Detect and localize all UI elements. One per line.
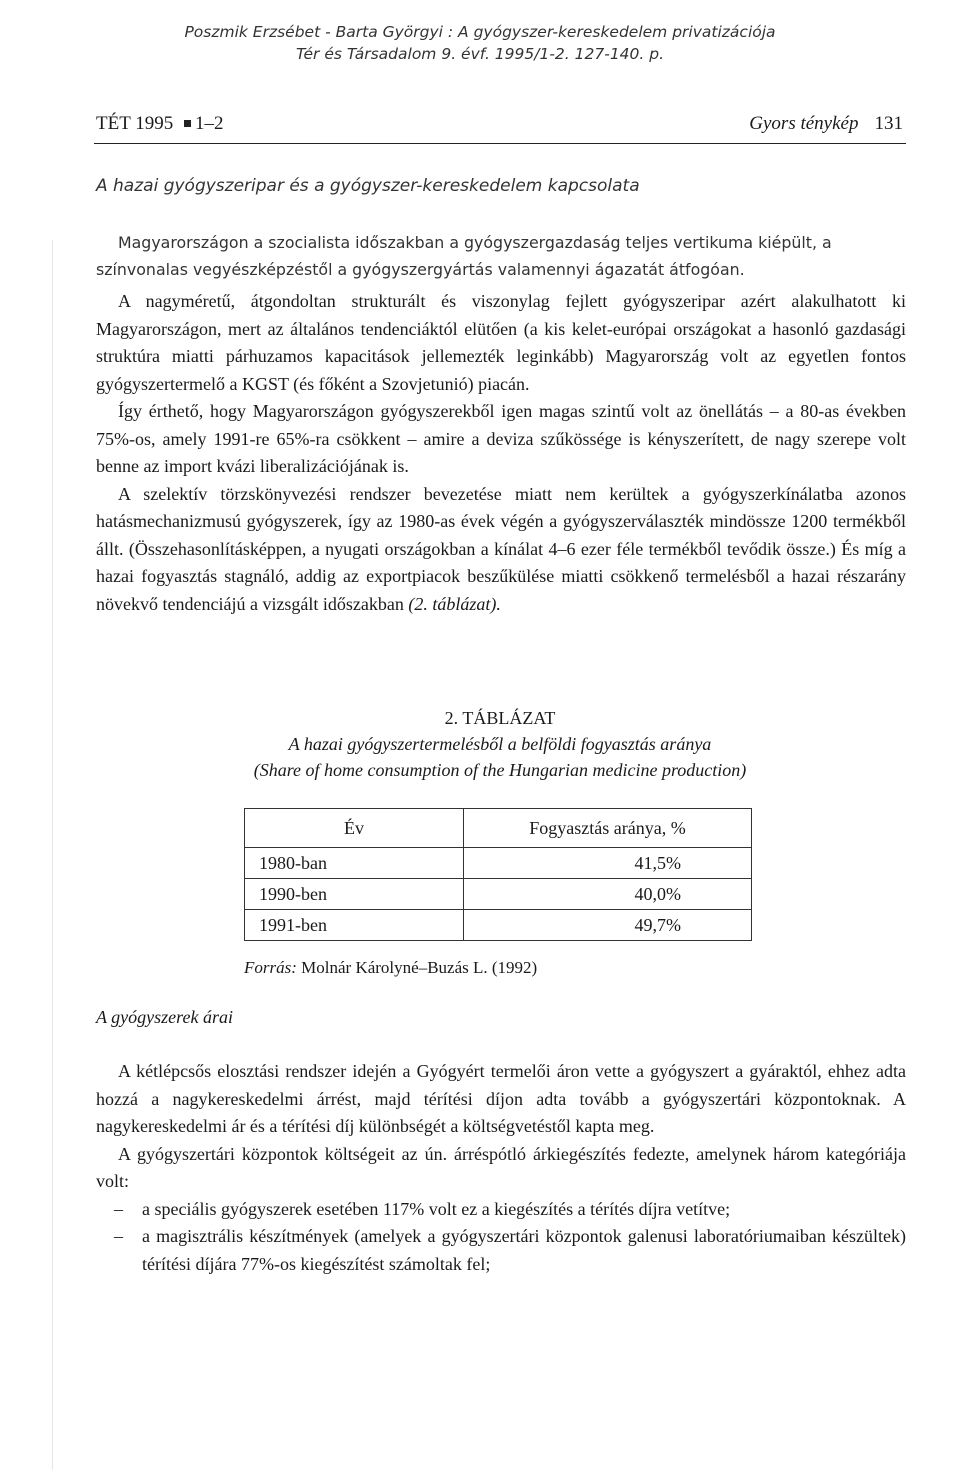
list-item <box>96 1196 906 1224</box>
list-item-text: a speciális gyógyszerek esetében 117% volt ez a kiegészítés a térítés díjra vetítve; <box>142 1198 731 1219</box>
year-cell: 1980-ban <box>245 848 464 879</box>
share-cell: 40,0% <box>464 879 752 910</box>
citation-line-2: Tér és Társadalom 9. évf. 1995/1-2. 127-140. p. <box>295 45 665 63</box>
year-cell: 1991-ben <box>245 910 464 941</box>
running-header-journal <box>96 113 223 135</box>
table-reference: (2. táblázat). <box>408 593 501 614</box>
source-text: Molnár Károlyné–Buzás L. (1992) <box>301 958 538 977</box>
table-title-hu: A hazai gyógyszertermelésből a belföldi fogyasztás aránya <box>288 734 712 754</box>
year-cell: 1990-ben <box>245 879 464 910</box>
section-heading-2: A gyógyszerek árai <box>96 1007 233 1027</box>
paragraph: A nagyméretű, átgondoltan strukturált és viszonylag fejlett gyógyszeripar azért alakulhatott ki Magyarországon, mert az általános tendenciáktól elütően (a kis kelet-európai országokat a hasonló gazdasági struktúra miatti párhuzamos kapacitások jellemezték leginkább) Magyarország volt az egyetlen fontos gyógyszertermelő a KGST (és főként a Szovjetunió) piacán. <box>96 291 906 394</box>
dash-mark: – <box>114 1226 123 1246</box>
table-label: 2. TÁBLÁZAT <box>444 708 556 728</box>
surcharge-list <box>96 1196 906 1279</box>
page-margin-line <box>52 240 53 1470</box>
dash-mark: – <box>114 1198 123 1219</box>
running-header-right <box>749 113 903 135</box>
share-cell: 49,7% <box>464 910 752 941</box>
source-label: Forrás: <box>244 958 297 977</box>
section-heading-1: A hazai gyógyszeripar és a gyógyszer-kereskedelem kapcsolata <box>96 176 640 196</box>
column-header-year: Év <box>245 809 464 848</box>
intro-paragraph: Magyarországon a szocialista időszakban a gyógyszergazdaság teljes vertikuma kiépült, a színvonalas vegyészképzéstől a gyógyszergyártás valamennyi ágazatát átfogóan. <box>96 233 832 279</box>
table-header-row <box>245 809 752 848</box>
column-header-share: Fogyasztás aránya, % <box>464 809 752 848</box>
section2-body <box>96 1058 906 1278</box>
table-source <box>244 958 537 978</box>
consumption-table <box>244 808 752 941</box>
table-row <box>245 848 752 879</box>
page-number: 131 <box>874 113 903 134</box>
share-cell: 41,5% <box>464 848 752 879</box>
header-rule <box>94 143 906 144</box>
paragraph <box>96 481 906 619</box>
table-row <box>245 879 752 910</box>
table-row <box>245 910 752 941</box>
issue-number: 1–2 <box>194 113 224 134</box>
list-item-text: a magisztrális készítmények (amelyek a gyógyszertári központok galenusi laboratóriumaiban készültek) térítési díjára 77%-os kiegészítést számoltak fel; <box>142 1226 906 1274</box>
section1-body <box>96 288 906 618</box>
paragraph-text: A szelektív törzskönyvezési rendszer bevezetése miatt nem kerültek a gyógyszerkínálatba azonos hatásmechanizmusú gyógyszerek, így az 1980-as évek végén a gyógyszerválaszték mindössze 1200 termékből állt. (Összehasonlításképpen, a nyugati országokban a kínálat 4–6 ezer féle termékből tevődik össze.) És míg a hazai fogyasztás stagnáló, addig az exportpiacok beszűkülése miatti csökkenő termelésből a hazai részarány növekvő tendenciájú a vizsgált időszakban <box>96 483 906 614</box>
journal-name: TÉT 1995 <box>96 113 174 134</box>
section-name: Gyors ténykép <box>749 113 859 134</box>
citation-line-1: Poszmik Erzsébet - Barta Györgyi : A gyógyszer-kereskedelem privatizációja <box>184 23 776 41</box>
paragraph: A kétlépcsős elosztási rendszer idején a Gyógyért termelői áron vette a gyógyszert a gyáraktól, ehhez adta hozzá a nagykereskedelmi árrést, majd térítési díjon adta tovább a gyógyszertári központoknak. A nagykereskedelmi ár és a térítési díj különbségét a költségvetéstől kapta meg. <box>96 1061 906 1136</box>
paragraph: A gyógyszertári központok költségeit az ún. árréspótló árkiegészítés fedezte, amelynek három kategóriája volt: <box>96 1143 906 1191</box>
table-title-en: (Share of home consumption of the Hungarian medicine production) <box>253 760 747 780</box>
bullet-icon <box>184 120 191 127</box>
paragraph: Így érthető, hogy Magyarországon gyógyszerekből igen magas szintű volt az önellátás – a 80-as években 75%-os, amely 1991-re 65%-ra csökkent – amire a deviza szűkössége is kényszerített, de nagy szerepe volt benne az import kvázi liberalizációjának is. <box>96 401 906 476</box>
list-item <box>96 1223 906 1278</box>
